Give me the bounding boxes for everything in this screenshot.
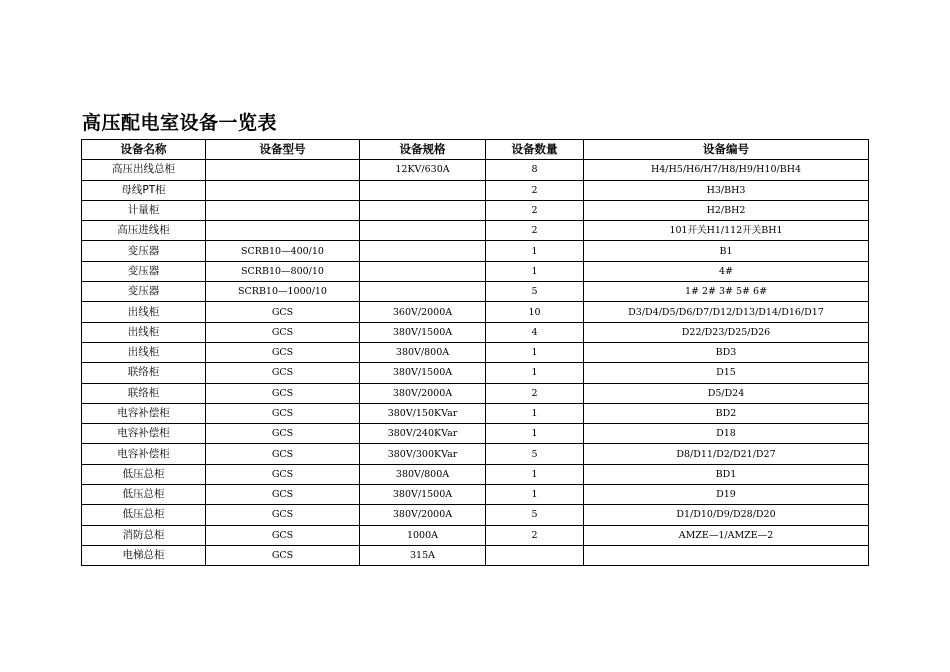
table-row [82,464,869,484]
page-title: 高压配电室设备一览表 [82,112,278,134]
cell-device-quantity: 2 [486,200,584,220]
cell-device-number: BD3 [584,342,869,362]
cell-device-name: 母线PT柜 [82,180,206,200]
cell-device-spec: 360V/2000A [360,302,486,322]
cell-device-number: D3/D4/D5/D6/D7/D12/D13/D14/D16/D17 [584,302,869,322]
cell-device-model [206,180,360,200]
cell-device-model: SCRB10—1000/10 [206,282,360,302]
cell-device-spec: 12KV/630A [360,160,486,180]
cell-device-name: 出线柜 [82,302,206,322]
cell-device-name: 联络柜 [82,383,206,403]
table-row [82,525,869,545]
table-row [82,200,869,220]
cell-device-number: D22/D23/D25/D26 [584,322,869,342]
cell-device-name: 联络柜 [82,363,206,383]
table-row [82,545,869,565]
cell-device-number: 101开关H1/112开关BH1 [584,221,869,241]
cell-device-name: 低压总柜 [82,485,206,505]
header-device-spec: 设备规格 [360,140,486,160]
cell-device-model: GCS [206,444,360,464]
cell-device-spec: 315A [360,545,486,565]
cell-device-number [584,545,869,565]
cell-device-name: 电容补偿柜 [82,424,206,444]
table-row [82,241,869,261]
cell-device-model: GCS [206,342,360,362]
cell-device-quantity: 4 [486,322,584,342]
table-row [82,403,869,423]
cell-device-spec [360,221,486,241]
cell-device-name: 高压进线柜 [82,221,206,241]
cell-device-spec: 380V/2000A [360,505,486,525]
cell-device-spec: 380V/1500A [360,485,486,505]
cell-device-quantity: 1 [486,342,584,362]
cell-device-number: H2/BH2 [584,200,869,220]
cell-device-quantity [486,545,584,565]
cell-device-name: 电梯总柜 [82,545,206,565]
cell-device-name: 低压总柜 [82,505,206,525]
cell-device-number: D5/D24 [584,383,869,403]
cell-device-name: 变压器 [82,261,206,281]
cell-device-number: B1 [584,241,869,261]
table-row [82,261,869,281]
cell-device-quantity: 10 [486,302,584,322]
cell-device-model [206,160,360,180]
cell-device-number: BD1 [584,464,869,484]
cell-device-model: GCS [206,485,360,505]
cell-device-model [206,200,360,220]
table-row [82,444,869,464]
cell-device-model: GCS [206,464,360,484]
cell-device-spec: 380V/1500A [360,363,486,383]
table-row [82,342,869,362]
cell-device-quantity: 1 [486,464,584,484]
cell-device-name: 电容补偿柜 [82,444,206,464]
table-row [82,424,869,444]
table-row [82,160,869,180]
cell-device-number: D15 [584,363,869,383]
cell-device-number: D1/D10/D9/D28/D20 [584,505,869,525]
equipment-table [81,139,869,566]
cell-device-quantity: 1 [486,403,584,423]
cell-device-spec [360,282,486,302]
cell-device-model: SCRB10—400/10 [206,241,360,261]
table-row [82,221,869,241]
cell-device-name: 高压出线总柜 [82,160,206,180]
cell-device-model [206,221,360,241]
cell-device-number: H3/BH3 [584,180,869,200]
cell-device-spec [360,241,486,261]
cell-device-number: D19 [584,485,869,505]
cell-device-model: GCS [206,505,360,525]
cell-device-quantity: 2 [486,180,584,200]
cell-device-model: GCS [206,363,360,383]
cell-device-number: BD2 [584,403,869,423]
cell-device-spec [360,180,486,200]
table-row [82,505,869,525]
cell-device-spec [360,200,486,220]
table-row [82,302,869,322]
cell-device-model: SCRB10—800/10 [206,261,360,281]
cell-device-quantity: 2 [486,525,584,545]
cell-device-number: D18 [584,424,869,444]
header-device-model: 设备型号 [206,140,360,160]
cell-device-spec: 380V/300KVar [360,444,486,464]
header-device-number: 设备编号 [584,140,869,160]
cell-device-number: D8/D11/D2/D21/D27 [584,444,869,464]
cell-device-model: GCS [206,424,360,444]
cell-device-name: 变压器 [82,282,206,302]
cell-device-model: GCS [206,525,360,545]
cell-device-number: 4# [584,261,869,281]
cell-device-name: 电容补偿柜 [82,403,206,423]
table-row [82,485,869,505]
cell-device-spec: 1000A [360,525,486,545]
cell-device-quantity: 1 [486,261,584,281]
cell-device-spec [360,261,486,281]
cell-device-spec: 380V/800A [360,342,486,362]
table-row [82,363,869,383]
cell-device-quantity: 1 [486,424,584,444]
cell-device-model: GCS [206,403,360,423]
cell-device-quantity: 1 [486,485,584,505]
cell-device-quantity: 5 [486,282,584,302]
cell-device-quantity: 5 [486,505,584,525]
cell-device-quantity: 1 [486,241,584,261]
cell-device-number: H4/H5/H6/H7/H8/H9/H10/BH4 [584,160,869,180]
cell-device-spec: 380V/1500A [360,322,486,342]
cell-device-spec: 380V/800A [360,464,486,484]
table-body [82,160,869,566]
cell-device-quantity: 2 [486,221,584,241]
cell-device-number: 1# 2# 3# 5# 6# [584,282,869,302]
cell-device-quantity: 1 [486,363,584,383]
cell-device-number: AMZE—1/AMZE—2 [584,525,869,545]
cell-device-name: 变压器 [82,241,206,261]
cell-device-spec: 380V/240KVar [360,424,486,444]
table-header-row [82,140,869,160]
cell-device-quantity: 2 [486,383,584,403]
header-device-quantity: 设备数量 [486,140,584,160]
table-row [82,282,869,302]
table-row [82,322,869,342]
cell-device-quantity: 5 [486,444,584,464]
cell-device-quantity: 8 [486,160,584,180]
cell-device-name: 计量柜 [82,200,206,220]
table-row [82,180,869,200]
cell-device-model: GCS [206,302,360,322]
cell-device-spec: 380V/2000A [360,383,486,403]
cell-device-name: 出线柜 [82,322,206,342]
cell-device-spec: 380V/150KVar [360,403,486,423]
cell-device-name: 低压总柜 [82,464,206,484]
table-row [82,383,869,403]
cell-device-model: GCS [206,322,360,342]
cell-device-name: 出线柜 [82,342,206,362]
header-device-name: 设备名称 [82,140,206,160]
cell-device-model: GCS [206,383,360,403]
cell-device-name: 消防总柜 [82,525,206,545]
cell-device-model: GCS [206,545,360,565]
